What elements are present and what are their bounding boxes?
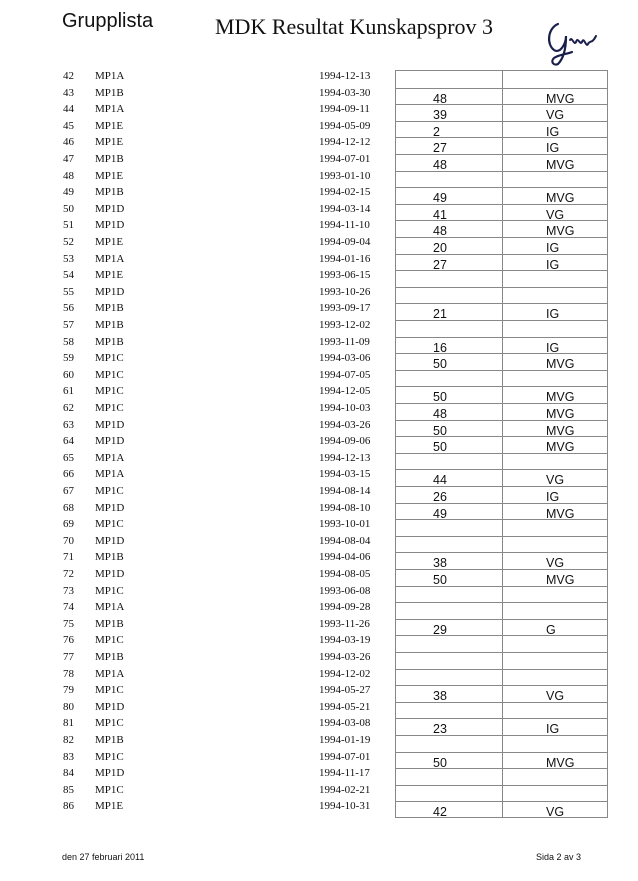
row-group: MP1B: [95, 617, 124, 630]
row-group: MP1D: [95, 767, 125, 780]
footer-page-number: Sida 2 av 3: [536, 852, 582, 862]
row-number: 66: [63, 468, 74, 481]
row-number: 59: [63, 352, 74, 365]
row-grade: MVG: [546, 390, 575, 405]
row-number: 42: [63, 70, 74, 82]
row-group: MP1E: [95, 236, 124, 248]
row-score: 29: [433, 622, 447, 637]
row-number: 72: [63, 568, 74, 580]
row-birthdate: 1994-02-21: [319, 783, 371, 796]
row-score: 27: [433, 141, 447, 156]
row-number: 76: [63, 634, 74, 647]
row-birthdate: 1993-09-17: [319, 302, 371, 315]
row-birthdate: 1993-06-15: [319, 269, 371, 282]
row-group: MP1C: [95, 402, 124, 414]
row-group: MP1E: [95, 119, 124, 132]
row-birthdate: 1994-03-19: [319, 634, 371, 647]
row-grade: IG: [546, 241, 560, 255]
row-score: 48: [433, 407, 447, 421]
row-score: 48: [433, 158, 447, 172]
row-birthdate: 1994-11-10: [319, 219, 370, 232]
row-birthdate: 1994-05-09: [319, 119, 371, 132]
row-group: MP1C: [95, 368, 124, 381]
row-number: 53: [63, 252, 74, 265]
row-group: MP1B: [95, 551, 124, 564]
results-row-divider: [396, 154, 607, 155]
row-number: 75: [63, 617, 74, 630]
row-number: 58: [63, 335, 74, 348]
row-birthdate: 1994-05-21: [319, 700, 371, 713]
row-number: 79: [63, 684, 74, 697]
row-number: 56: [63, 302, 74, 315]
results-row-divider: [396, 220, 607, 221]
row-birthdate: 1994-01-19: [319, 734, 371, 746]
header-left-title: Grupplista: [62, 10, 154, 32]
row-score: 44: [433, 473, 447, 488]
results-row-divider: [396, 702, 607, 703]
results-row-divider: [396, 685, 607, 686]
results-row-divider: [396, 386, 607, 387]
row-group: MP1A: [95, 70, 125, 82]
row-score: 41: [433, 207, 447, 222]
row-group: MP1C: [95, 750, 124, 763]
row-grade: MVG: [546, 357, 575, 372]
results-row-divider: [396, 436, 607, 437]
row-number: 52: [63, 236, 74, 248]
row-grade: MVG: [546, 423, 575, 438]
row-score: 26: [433, 490, 447, 504]
row-birthdate: 1994-09-11: [319, 103, 370, 116]
row-grade: VG: [546, 473, 565, 488]
results-row-divider: [396, 586, 607, 587]
results-table: [395, 70, 608, 818]
row-group: MP1A: [95, 103, 125, 116]
row-grade: MVG: [546, 91, 575, 106]
row-birthdate: 1994-08-10: [319, 501, 371, 514]
row-score: 48: [433, 224, 447, 239]
row-score: 49: [433, 506, 447, 521]
row-birthdate: 1993-11-26: [319, 617, 370, 630]
row-birthdate: 1994-08-14: [319, 485, 371, 497]
row-group: MP1C: [95, 385, 124, 398]
row-number: 62: [63, 402, 74, 414]
row-grade: MVG: [546, 407, 575, 421]
row-score: 27: [433, 257, 447, 272]
row-group: MP1D: [95, 219, 125, 232]
row-number: 51: [63, 219, 74, 232]
results-row-divider: [396, 104, 607, 105]
row-score: 50: [433, 440, 447, 455]
row-score: 50: [433, 390, 447, 405]
row-number: 83: [63, 750, 74, 763]
results-row-divider: [396, 121, 607, 122]
row-birthdate: 1994-09-04: [319, 236, 371, 248]
row-grade: VG: [546, 689, 565, 704]
page-title: MDK Resultat Kunskapsprov 3: [215, 14, 494, 39]
row-birthdate: 1993-12-02: [319, 319, 371, 331]
row-number: 80: [63, 700, 74, 713]
row-birthdate: 1994-09-06: [319, 435, 371, 448]
results-row-divider: [396, 403, 607, 404]
row-birthdate: 1993-10-26: [319, 285, 371, 298]
row-number: 82: [63, 734, 74, 746]
row-group: MP1A: [95, 451, 125, 464]
row-birthdate: 1993-11-09: [319, 335, 370, 348]
row-birthdate: 1994-03-08: [319, 717, 371, 730]
row-group: MP1B: [95, 302, 124, 315]
results-row-divider: [396, 503, 607, 504]
row-grade: IG: [546, 722, 560, 737]
results-row-divider: [396, 469, 607, 470]
row-birthdate: 1994-03-30: [319, 86, 371, 99]
row-birthdate: 1994-03-14: [319, 202, 371, 215]
row-group: MP1B: [95, 153, 124, 165]
results-row-divider: [396, 453, 607, 454]
row-grade: MVG: [546, 191, 575, 206]
row-score: 48: [433, 91, 447, 106]
results-row-divider: [396, 337, 607, 338]
row-score: 50: [433, 755, 447, 770]
row-birthdate: 1994-12-12: [319, 136, 371, 149]
row-birthdate: 1994-12-02: [319, 667, 371, 680]
row-group: MP1C: [95, 352, 124, 365]
row-number: 43: [63, 86, 74, 99]
row-group: MP1B: [95, 651, 124, 663]
results-row-divider: [396, 536, 607, 537]
row-group: MP1D: [95, 285, 125, 298]
row-grade: IG: [546, 141, 560, 156]
row-group: MP1C: [95, 684, 124, 697]
row-birthdate: 1994-08-05: [319, 568, 371, 580]
row-score: 39: [433, 108, 447, 123]
row-group: MP1C: [95, 518, 124, 531]
row-group: MP1C: [95, 584, 124, 597]
results-row-divider: [396, 619, 607, 620]
row-group: MP1D: [95, 435, 125, 448]
row-birthdate: 1994-11-17: [319, 767, 370, 780]
row-number: 63: [63, 418, 74, 431]
results-row-divider: [396, 187, 607, 188]
row-number: 60: [63, 368, 74, 381]
row-number: 73: [63, 584, 74, 597]
row-number: 44: [63, 103, 74, 116]
row-group: MP1D: [95, 418, 125, 431]
row-grade: MVG: [546, 224, 575, 239]
row-number: 47: [63, 153, 74, 165]
row-birthdate: 1994-05-27: [319, 684, 371, 697]
row-birthdate: 1993-06-08: [319, 584, 371, 597]
results-row-divider: [396, 519, 607, 520]
row-birthdate: 1994-12-13: [319, 451, 371, 464]
results-row-divider: [396, 602, 607, 603]
row-birthdate: 1993-10-01: [319, 518, 371, 531]
row-group: MP1B: [95, 319, 124, 331]
row-number: 57: [63, 319, 74, 331]
results-row-divider: [396, 320, 607, 321]
row-grade: IG: [546, 307, 560, 322]
results-row-divider: [396, 353, 607, 354]
results-row-divider: [396, 718, 607, 719]
row-group: MP1D: [95, 501, 125, 514]
results-row-divider: [396, 569, 607, 570]
row-birthdate: 1994-10-03: [319, 402, 371, 414]
row-grade: IG: [546, 490, 560, 504]
row-score: 50: [433, 573, 447, 587]
row-score: 50: [433, 423, 447, 438]
row-number: 67: [63, 485, 74, 497]
row-group: MP1A: [95, 667, 125, 680]
row-score: 42: [433, 805, 447, 820]
row-number: 86: [63, 800, 74, 813]
row-score: 20: [433, 241, 447, 255]
row-number: 69: [63, 518, 74, 531]
row-grade: IG: [546, 340, 560, 355]
row-number: 70: [63, 534, 74, 547]
row-grade: MVG: [546, 158, 575, 172]
row-number: 54: [63, 269, 74, 282]
results-row-divider: [396, 652, 607, 653]
row-grade: MVG: [546, 755, 575, 770]
row-grade: G: [546, 622, 556, 637]
row-group: MP1B: [95, 335, 124, 348]
row-number: 49: [63, 186, 74, 199]
row-number: 85: [63, 783, 74, 796]
row-group: MP1A: [95, 252, 125, 265]
row-birthdate: 1994-07-01: [319, 153, 371, 165]
row-birthdate: 1994-03-26: [319, 418, 371, 431]
row-grade: VG: [546, 207, 565, 222]
row-score: 16: [433, 340, 447, 355]
row-number: 84: [63, 767, 74, 780]
results-row-divider: [396, 752, 607, 753]
row-group: MP1B: [95, 186, 124, 199]
results-row-divider: [396, 801, 607, 802]
results-column-divider: [502, 71, 503, 817]
row-number: 45: [63, 119, 74, 132]
row-birthdate: 1994-03-06: [319, 352, 371, 365]
row-number: 55: [63, 285, 74, 298]
row-number: 74: [63, 601, 74, 614]
row-score: 38: [433, 556, 447, 571]
row-birthdate: 1994-07-05: [319, 368, 371, 381]
results-row-divider: [396, 785, 607, 786]
row-number: 71: [63, 551, 74, 564]
row-birthdate: 1994-03-26: [319, 651, 371, 663]
row-number: 81: [63, 717, 74, 730]
row-number: 64: [63, 435, 74, 448]
row-grade: MVG: [546, 440, 575, 455]
row-birthdate: 1994-09-28: [319, 601, 371, 614]
row-number: 48: [63, 169, 74, 182]
row-birthdate: 1993-01-10: [319, 169, 371, 182]
row-group: MP1D: [95, 534, 125, 547]
results-row-divider: [396, 171, 607, 172]
row-number: 78: [63, 667, 74, 680]
results-row-divider: [396, 204, 607, 205]
row-score: 50: [433, 357, 447, 372]
row-birthdate: 1994-01-16: [319, 252, 371, 265]
row-group: MP1D: [95, 202, 125, 215]
row-number: 61: [63, 385, 74, 398]
row-group: MP1C: [95, 783, 124, 796]
row-number: 46: [63, 136, 74, 149]
row-birthdate: 1994-02-15: [319, 186, 371, 199]
row-group: MP1D: [95, 568, 125, 580]
results-row-divider: [396, 669, 607, 670]
results-row-divider: [396, 420, 607, 421]
results-row-divider: [396, 254, 607, 255]
row-group: MP1C: [95, 717, 124, 730]
row-group: MP1B: [95, 734, 124, 746]
results-row-divider: [396, 735, 607, 736]
results-row-divider: [396, 303, 607, 304]
row-score: 2: [433, 124, 440, 139]
row-grade: IG: [546, 124, 560, 139]
row-number: 50: [63, 202, 74, 215]
row-grade: VG: [546, 805, 565, 820]
row-grade: MVG: [546, 506, 575, 521]
row-number: 68: [63, 501, 74, 514]
row-group: MP1C: [95, 485, 124, 497]
row-score: 21: [433, 307, 447, 322]
footer-date: den 27 februari 2011: [62, 852, 145, 862]
results-row-divider: [396, 768, 607, 769]
row-number: 77: [63, 651, 74, 663]
row-grade: VG: [546, 556, 565, 571]
row-birthdate: 1994-10-31: [319, 800, 371, 813]
row-birthdate: 1994-07-01: [319, 750, 371, 763]
results-row-divider: [396, 88, 607, 89]
results-row-divider: [396, 287, 607, 288]
results-row-divider: [396, 370, 607, 371]
row-group: MP1A: [95, 601, 125, 614]
results-row-divider: [396, 635, 607, 636]
row-group: MP1D: [95, 700, 125, 713]
row-group: MP1C: [95, 634, 124, 647]
results-row-divider: [396, 270, 607, 271]
results-row-divider: [396, 237, 607, 238]
row-birthdate: 1994-12-13: [319, 70, 371, 82]
row-birthdate: 1994-12-05: [319, 385, 371, 398]
results-row-divider: [396, 486, 607, 487]
row-score: 49: [433, 191, 447, 206]
row-number: 65: [63, 451, 74, 464]
row-birthdate: 1994-08-04: [319, 534, 371, 547]
row-group: MP1E: [95, 800, 124, 813]
row-group: MP1A: [95, 468, 125, 481]
row-birthdate: 1994-04-06: [319, 551, 371, 564]
row-birthdate: 1994-03-15: [319, 468, 371, 481]
row-group: MP1E: [95, 169, 124, 182]
results-row-divider: [396, 552, 607, 553]
row-group: MP1E: [95, 269, 124, 282]
signature-image: [544, 14, 604, 66]
row-group: MP1E: [95, 136, 124, 149]
row-grade: VG: [546, 108, 565, 123]
row-score: 23: [433, 722, 447, 737]
row-group: MP1B: [95, 86, 124, 99]
results-row-divider: [396, 137, 607, 138]
row-grade: MVG: [546, 573, 575, 587]
row-score: 38: [433, 689, 447, 704]
row-grade: IG: [546, 257, 560, 272]
